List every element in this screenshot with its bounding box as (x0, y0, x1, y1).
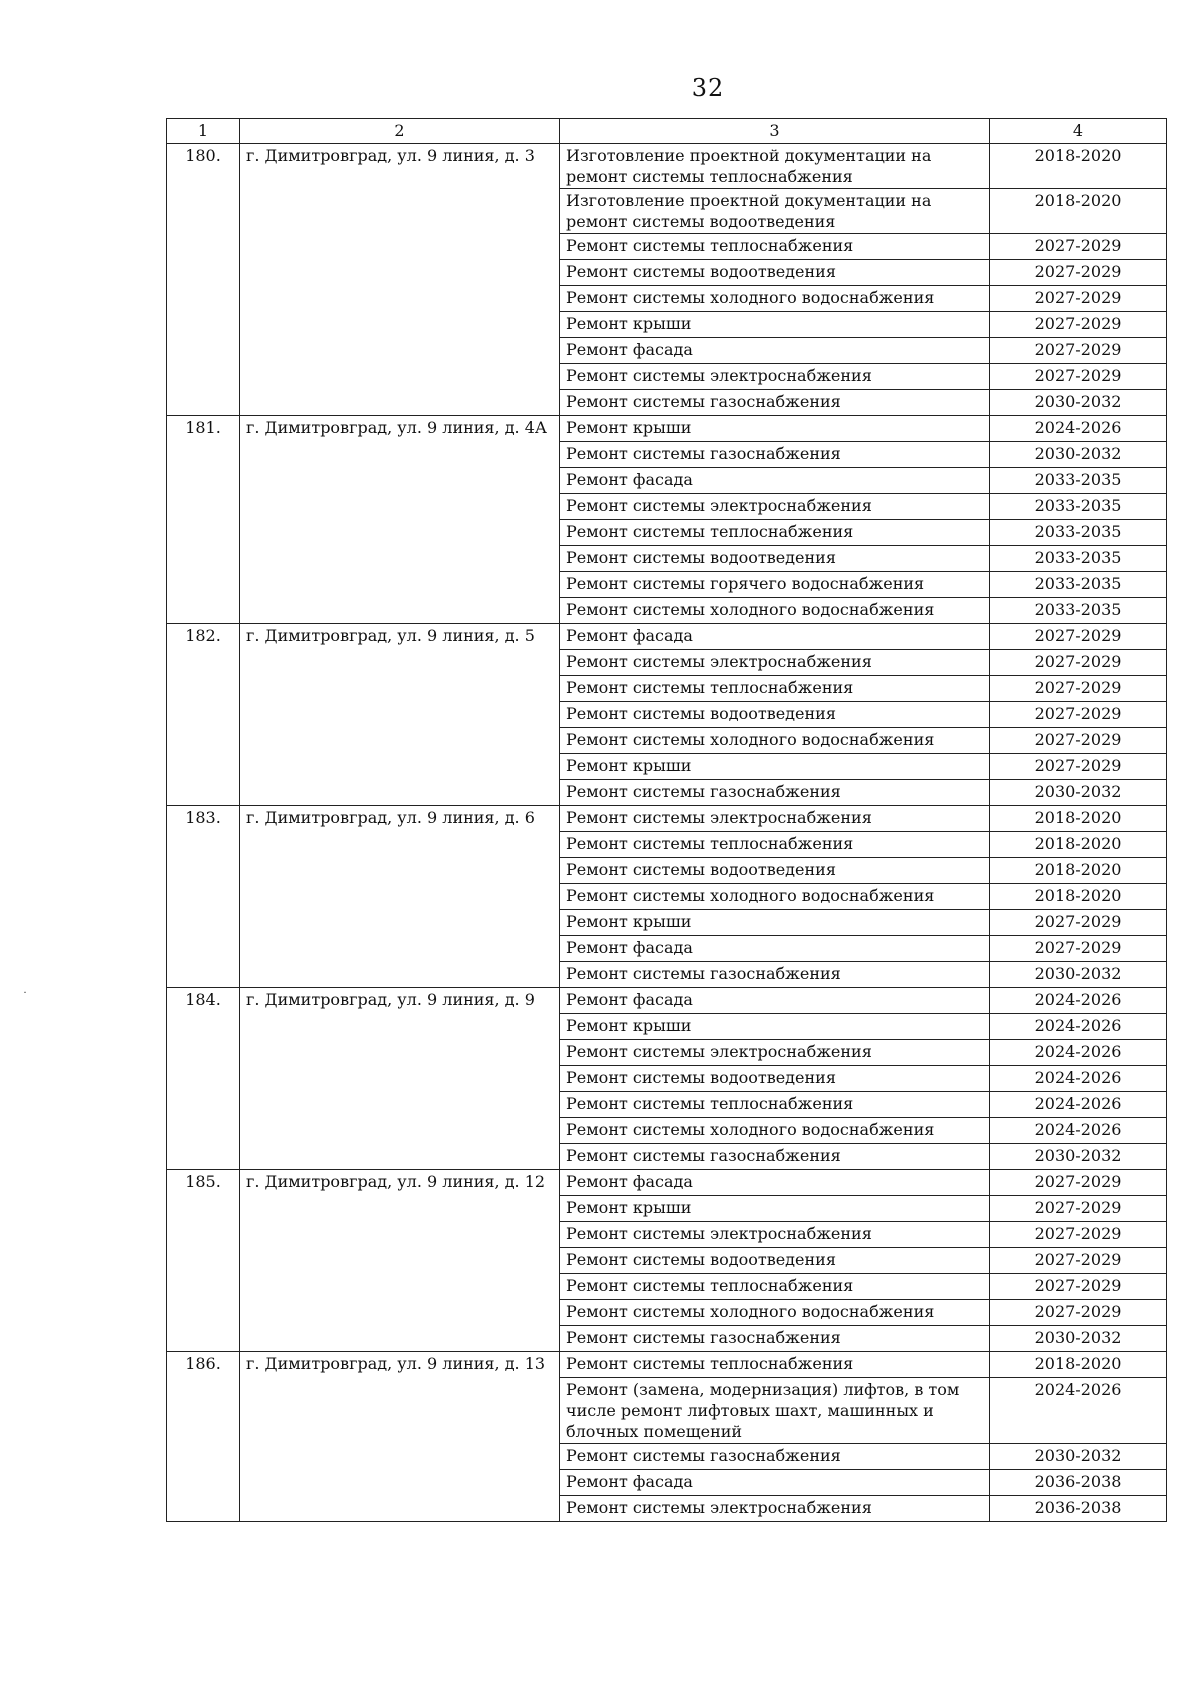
work-period: 2018-2020 (990, 832, 1167, 858)
work-period: 2024-2026 (990, 1014, 1167, 1040)
work-type: Ремонт системы электроснабжения (560, 1040, 990, 1066)
work-type: Ремонт системы электроснабжения (560, 494, 990, 520)
work-period: 2027-2029 (990, 624, 1167, 650)
work-type: Ремонт системы холодного водоснабжения (560, 286, 990, 312)
work-type: Ремонт системы газоснабжения (560, 962, 990, 988)
work-period: 2033-2035 (990, 494, 1167, 520)
work-period: 2036-2038 (990, 1496, 1167, 1522)
work-type: Ремонт крыши (560, 1014, 990, 1040)
work-period: 2027-2029 (990, 338, 1167, 364)
entry-number: 186. (167, 1352, 240, 1522)
work-type: Ремонт фасада (560, 988, 990, 1014)
work-period: 2027-2029 (990, 364, 1167, 390)
work-type: Ремонт системы газоснабжения (560, 780, 990, 806)
work-type: Ремонт крыши (560, 910, 990, 936)
work-type: Ремонт крыши (560, 416, 990, 442)
building-address: г. Димитровград, ул. 9 линия, д. 9 (240, 988, 560, 1170)
work-period: 2024-2026 (990, 1040, 1167, 1066)
building-address: г. Димитровград, ул. 9 линия, д. 6 (240, 806, 560, 988)
work-type: Изготовление проектной документации на ремонт системы теплоснабжения (560, 144, 990, 189)
work-type: Ремонт крыши (560, 312, 990, 338)
table-row (167, 988, 1167, 1014)
table-row (167, 144, 1167, 189)
table-row (167, 624, 1167, 650)
work-type: Ремонт системы теплоснабжения (560, 1274, 990, 1300)
schedule-body (167, 144, 1167, 1522)
work-period: 2024-2026 (990, 1378, 1167, 1444)
work-period: 2027-2029 (990, 676, 1167, 702)
work-period: 2027-2029 (990, 1300, 1167, 1326)
work-period: 2027-2029 (990, 728, 1167, 754)
work-type: Ремонт системы холодного водоснабжения (560, 598, 990, 624)
work-type: Ремонт системы теплоснабжения (560, 1352, 990, 1378)
work-period: 2018-2020 (990, 144, 1167, 189)
entry-number: 182. (167, 624, 240, 806)
work-type: Ремонт системы газоснабжения (560, 442, 990, 468)
work-type: Ремонт системы электроснабжения (560, 364, 990, 390)
work-period: 2027-2029 (990, 1196, 1167, 1222)
entry-number: 184. (167, 988, 240, 1170)
work-type: Ремонт системы холодного водоснабжения (560, 1300, 990, 1326)
building-address: г. Димитровград, ул. 9 линия, д. 5 (240, 624, 560, 806)
scan-speck: ˙ (22, 990, 28, 1004)
work-type: Ремонт системы газоснабжения (560, 1144, 990, 1170)
work-period: 2018-2020 (990, 884, 1167, 910)
work-type: Изготовление проектной документации на ремонт системы водоотведения (560, 189, 990, 234)
page-number: 32 (691, 74, 725, 102)
work-type: Ремонт фасада (560, 1470, 990, 1496)
work-period: 2036-2038 (990, 1470, 1167, 1496)
work-period: 2030-2032 (990, 962, 1167, 988)
work-type: Ремонт системы водоотведения (560, 702, 990, 728)
work-period: 2030-2032 (990, 390, 1167, 416)
work-type: Ремонт фасада (560, 338, 990, 364)
work-period: 2027-2029 (990, 936, 1167, 962)
building-address: г. Димитровград, ул. 9 линия, д. 3 (240, 144, 560, 416)
work-period: 2024-2026 (990, 1092, 1167, 1118)
work-type: Ремонт системы теплоснабжения (560, 234, 990, 260)
work-type: Ремонт крыши (560, 1196, 990, 1222)
header-col-4: 4 (990, 119, 1167, 144)
header-col-1: 1 (167, 119, 240, 144)
work-period: 2027-2029 (990, 1222, 1167, 1248)
work-period: 2033-2035 (990, 598, 1167, 624)
building-address: г. Димитровград, ул. 9 линия, д. 4А (240, 416, 560, 624)
work-type: Ремонт системы теплоснабжения (560, 832, 990, 858)
work-period: 2027-2029 (990, 910, 1167, 936)
work-type: Ремонт системы газоснабжения (560, 1444, 990, 1470)
work-period: 2030-2032 (990, 1444, 1167, 1470)
work-period: 2027-2029 (990, 702, 1167, 728)
work-type: Ремонт системы электроснабжения (560, 1222, 990, 1248)
building-address: г. Димитровград, ул. 9 линия, д. 13 (240, 1352, 560, 1522)
work-type: Ремонт системы теплоснабжения (560, 520, 990, 546)
work-period: 2018-2020 (990, 1352, 1167, 1378)
work-type: Ремонт системы водоотведения (560, 260, 990, 286)
work-type: Ремонт системы водоотведения (560, 1066, 990, 1092)
work-period: 2027-2029 (990, 286, 1167, 312)
work-period: 2024-2026 (990, 1118, 1167, 1144)
table-row (167, 1352, 1167, 1378)
work-type: Ремонт системы водоотведения (560, 858, 990, 884)
work-period: 2027-2029 (990, 1274, 1167, 1300)
building-address: г. Димитровград, ул. 9 линия, д. 12 (240, 1170, 560, 1352)
work-type: Ремонт системы газоснабжения (560, 390, 990, 416)
work-period: 2030-2032 (990, 442, 1167, 468)
work-type: Ремонт системы холодного водоснабжения (560, 1118, 990, 1144)
work-period: 2027-2029 (990, 260, 1167, 286)
header-col-2: 2 (240, 119, 560, 144)
entry-number: 181. (167, 416, 240, 624)
work-period: 2024-2026 (990, 416, 1167, 442)
work-type: Ремонт фасада (560, 1170, 990, 1196)
work-period: 2018-2020 (990, 806, 1167, 832)
work-type: Ремонт системы теплоснабжения (560, 676, 990, 702)
work-type: Ремонт системы холодного водоснабжения (560, 884, 990, 910)
work-type: Ремонт системы горячего водоснабжения (560, 572, 990, 598)
work-type: Ремонт системы электроснабжения (560, 806, 990, 832)
work-period: 2018-2020 (990, 858, 1167, 884)
work-period: 2033-2035 (990, 572, 1167, 598)
work-type: Ремонт крыши (560, 754, 990, 780)
work-period: 2030-2032 (990, 1144, 1167, 1170)
work-type: Ремонт системы электроснабжения (560, 1496, 990, 1522)
work-period: 2027-2029 (990, 1170, 1167, 1196)
table-row (167, 1170, 1167, 1196)
work-type: Ремонт фасада (560, 468, 990, 494)
work-period: 2030-2032 (990, 780, 1167, 806)
header-row (167, 119, 1167, 144)
work-period: 2027-2029 (990, 754, 1167, 780)
work-period: 2027-2029 (990, 650, 1167, 676)
work-period: 2024-2026 (990, 988, 1167, 1014)
work-period: 2033-2035 (990, 468, 1167, 494)
work-period: 2018-2020 (990, 189, 1167, 234)
work-type: Ремонт фасада (560, 624, 990, 650)
work-type: Ремонт системы водоотведения (560, 1248, 990, 1274)
header-col-3: 3 (560, 119, 990, 144)
repair-schedule-table (166, 118, 1167, 1522)
work-period: 2027-2029 (990, 234, 1167, 260)
work-type: Ремонт системы электроснабжения (560, 650, 990, 676)
entry-number: 185. (167, 1170, 240, 1352)
work-period: 2027-2029 (990, 312, 1167, 338)
work-type: Ремонт системы водоотведения (560, 546, 990, 572)
work-type: Ремонт системы теплоснабжения (560, 1092, 990, 1118)
work-period: 2030-2032 (990, 1326, 1167, 1352)
work-type: Ремонт фасада (560, 936, 990, 962)
table-row (167, 806, 1167, 832)
work-period: 2033-2035 (990, 520, 1167, 546)
table-row (167, 416, 1167, 442)
entry-number: 183. (167, 806, 240, 988)
entry-number: 180. (167, 144, 240, 416)
work-type: Ремонт (замена, модернизация) лифтов, в том числе ремонт лифтовых шахт, машинных и блочных помещений (560, 1378, 990, 1444)
work-type: Ремонт системы холодного водоснабжения (560, 728, 990, 754)
work-type: Ремонт системы газоснабжения (560, 1326, 990, 1352)
work-period: 2027-2029 (990, 1248, 1167, 1274)
work-period: 2033-2035 (990, 546, 1167, 572)
work-period: 2024-2026 (990, 1066, 1167, 1092)
